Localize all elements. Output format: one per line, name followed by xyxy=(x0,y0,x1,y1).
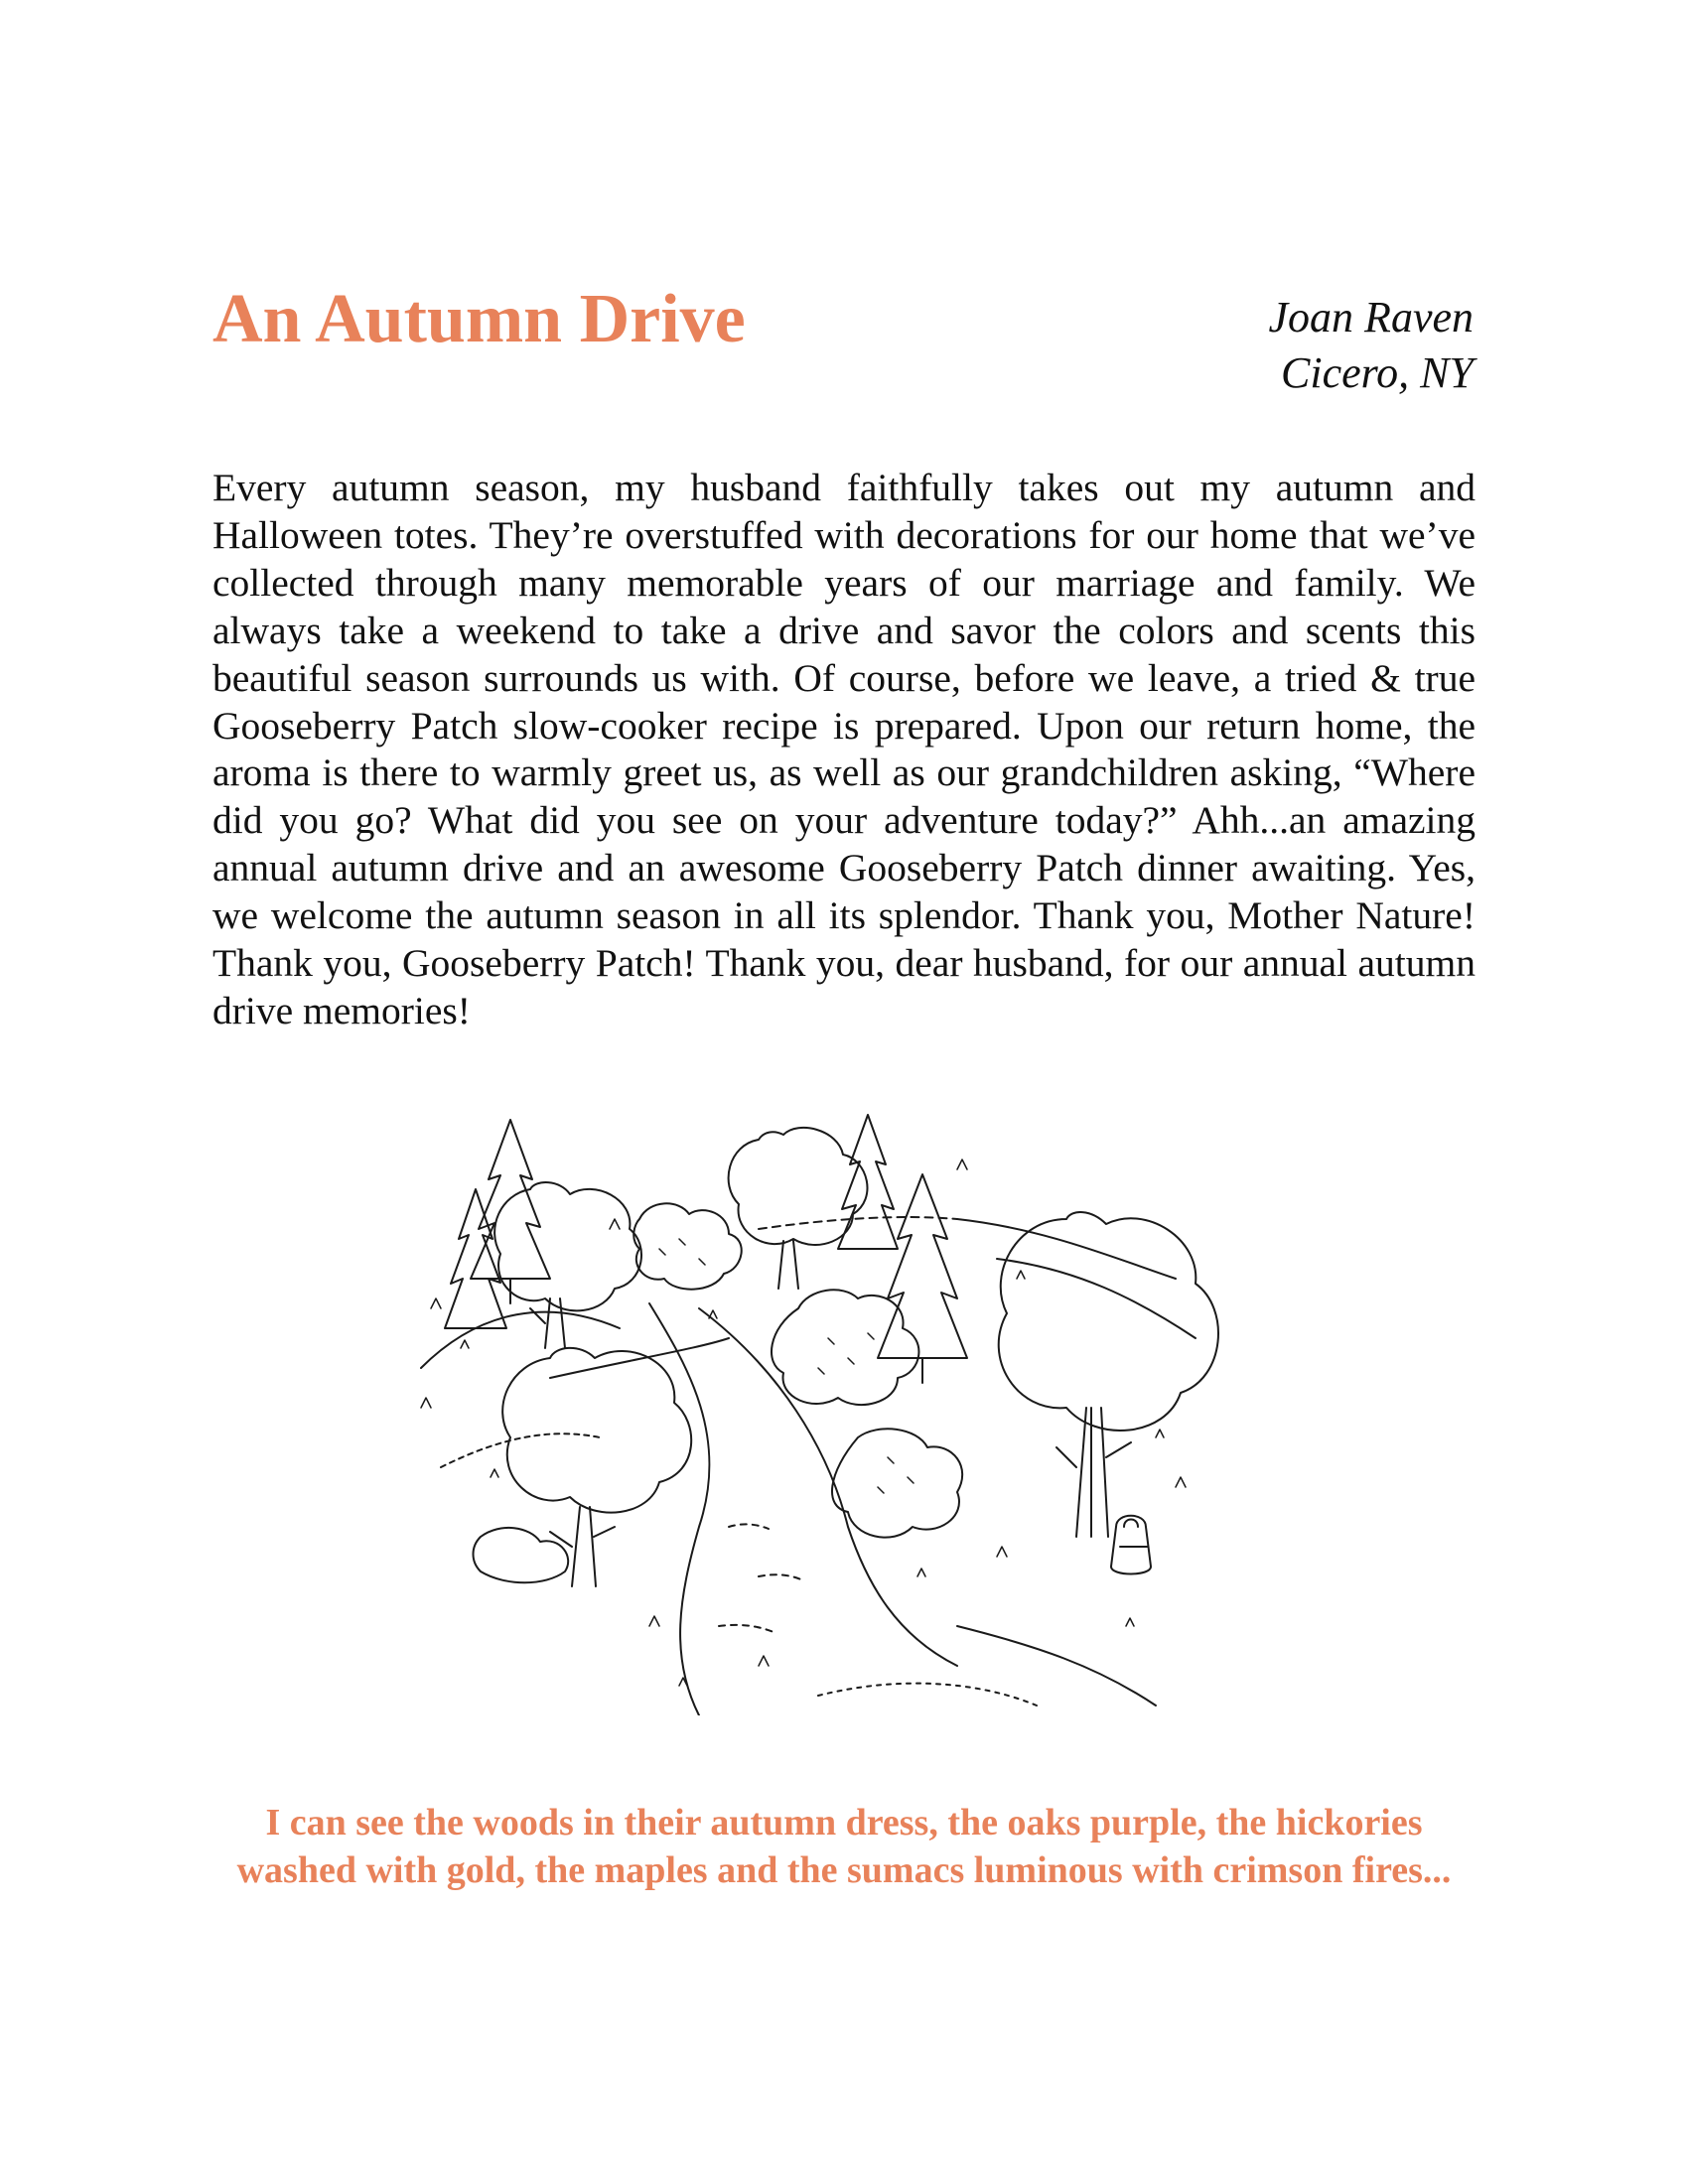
deciduous-tree xyxy=(494,1182,641,1348)
hills xyxy=(421,1259,1196,1706)
backpack-icon xyxy=(1111,1516,1151,1574)
deciduous-tree xyxy=(502,1348,691,1586)
author-location: Cicero, NY xyxy=(1281,348,1474,397)
deciduous-tree xyxy=(999,1212,1218,1537)
autumn-landscape-illustration xyxy=(401,1110,1295,1715)
pine-tree xyxy=(445,1189,506,1328)
article-body: Every autumn season, my husband faithfully takes out my autumn and Halloween totes. They’re overstuffed with decorations for our home that we’ve collected through many memorable years of our marriage and family. We always take a weekend to take a drive and savor the colors and scents this beautiful season surrounds us with. Of course, before we leave, a tried & true Gooseberry Patch slow-cooker recipe is prepared. Upon our return home, the aroma is there to warmly greet us, as well as our grandchildren asking, “Where did you go? What did you see on your adventure today?” Ahh...an amazing annual autumn drive and an awesome Gooseberry Patch dinner awaiting. Yes, we welcome the autumn season in all its splendor. Thank you, Mother Nature! Thank you, Gooseberry Patch! Thank you, dear husband, for our annual autumn drive memories! xyxy=(212,466,1476,1032)
pine-tree xyxy=(838,1115,898,1249)
byline xyxy=(1269,290,1474,401)
shrubs xyxy=(474,1203,963,1582)
pine-tree xyxy=(878,1174,967,1383)
article-title: An Autumn Drive xyxy=(212,281,746,357)
author-name: Joan Raven xyxy=(1268,293,1474,341)
closing-quote: I can see the woods in their autumn dress, the oaks purple, the hickories washed with gold, the maples and the sumacs luminous with crimson fires... xyxy=(236,1802,1452,1891)
